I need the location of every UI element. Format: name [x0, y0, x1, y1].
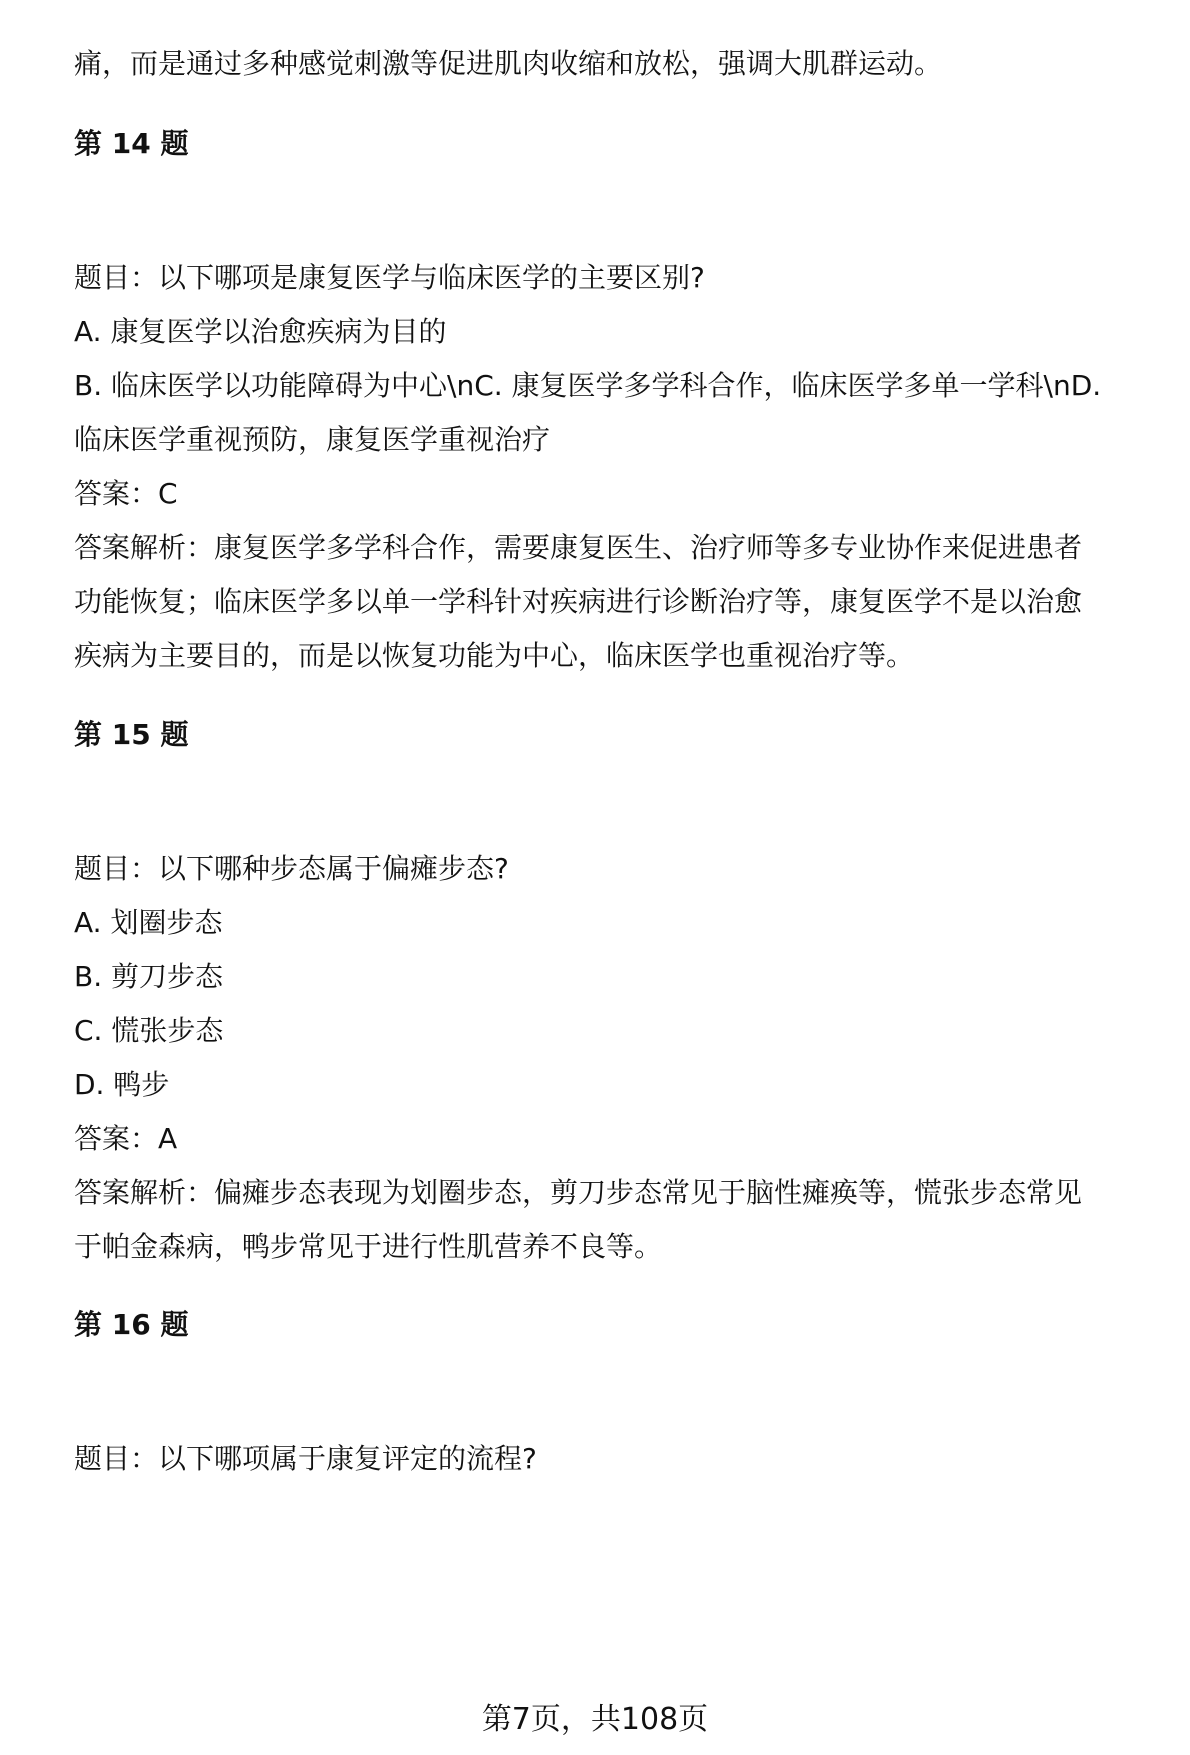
- question-15-analysis-line2: 于帕金森病，鸭步常见于进行性肌营养不良等。: [74, 1230, 663, 1263]
- question-15-text: 题目：以下哪种步态属于偏瘫步态?: [74, 852, 509, 885]
- question-16-heading: 第 16 题: [74, 1308, 189, 1341]
- question-14-analysis-line2: 功能恢复；临床医学多以单一学科针对疾病进行诊断治疗等，康复医学不是以治愈: [74, 585, 1083, 618]
- question-14-analysis-line3: 疾病为主要目的，而是以恢复功能为中心，临床医学也重视治疗等。: [74, 639, 915, 672]
- question-15-option-b: B. 剪刀步态: [74, 960, 224, 993]
- question-14-text: 题目：以下哪项是康复医学与临床医学的主要区别?: [74, 261, 705, 294]
- continuation-text: 痛，而是通过多种感觉刺激等促进肌肉收缩和放松，强调大肌群运动。: [74, 47, 943, 80]
- question-14-answer: 答案：C: [74, 477, 178, 510]
- question-15-analysis-line1: 答案解析：偏瘫步态表现为划圈步态，剪刀步态常见于脑性瘫痪等，慌张步态常见: [74, 1176, 1083, 1209]
- question-15-option-c: C. 慌张步态: [74, 1014, 224, 1047]
- question-14-option-a: A. 康复医学以治愈疾病为目的: [74, 315, 447, 348]
- question-15-heading: 第 15 题: [74, 718, 189, 751]
- question-14-option-b-line1: B. 临床医学以功能障碍为中心\nC. 康复医学多学科合作，临床医学多单一学科\nD.: [74, 369, 1102, 402]
- question-15-option-a: A. 划圈步态: [74, 906, 223, 939]
- question-16-text: 题目：以下哪项属于康复评定的流程?: [74, 1442, 537, 1475]
- question-14-option-b-line2: 临床医学重视预防，康复医学重视治疗: [74, 423, 551, 456]
- page-number-footer: 第7页，共108页: [481, 1702, 709, 1737]
- question-15-option-d: D. 鸭步: [74, 1068, 170, 1101]
- question-15-answer: 答案：A: [74, 1122, 178, 1155]
- question-14-heading: 第 14 题: [74, 127, 189, 160]
- question-14-analysis-line1: 答案解析：康复医学多学科合作，需要康复医生、治疗师等多专业协作来促进患者: [74, 531, 1083, 564]
